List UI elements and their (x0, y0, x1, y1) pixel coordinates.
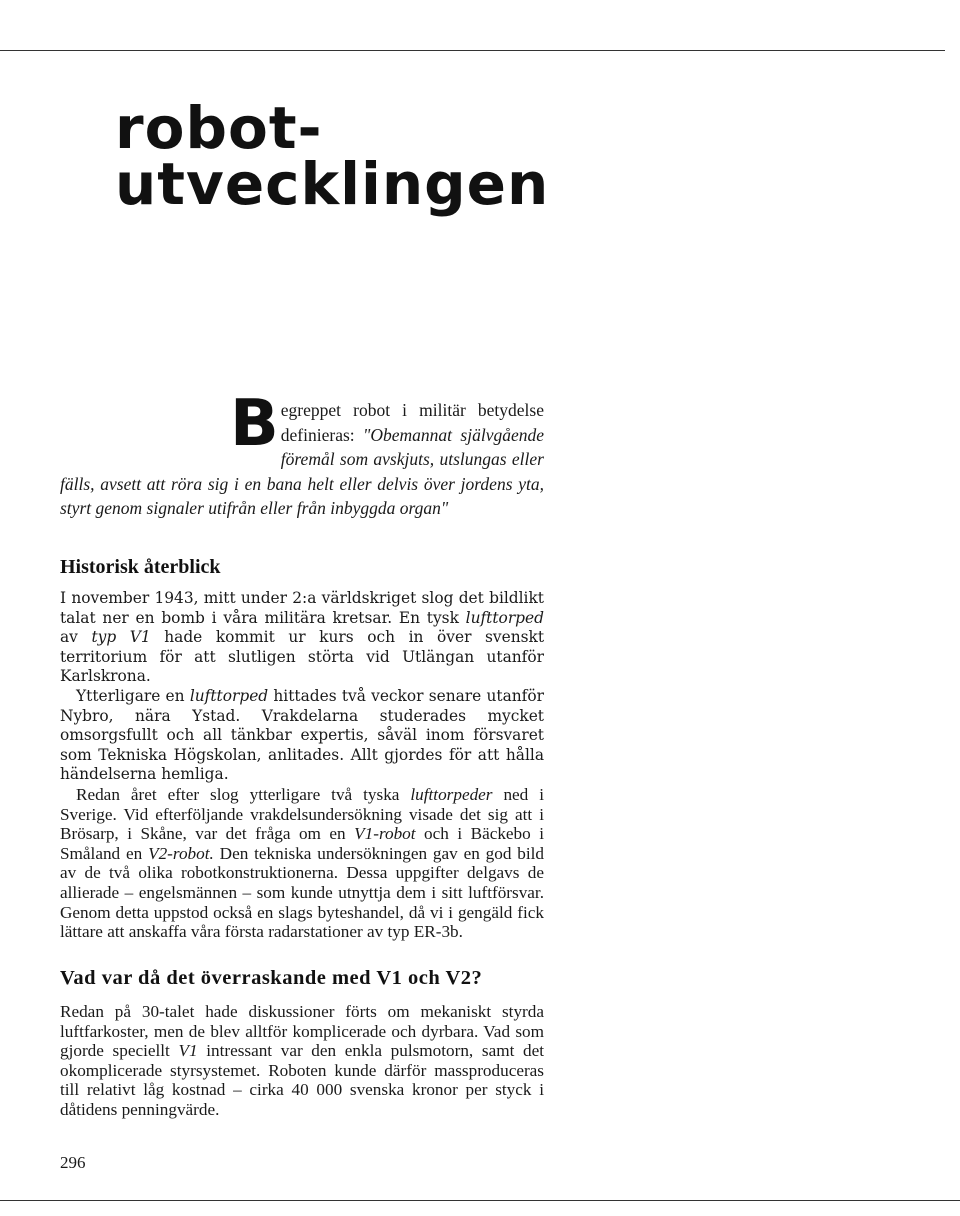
top-rule (0, 50, 945, 51)
emphasis: lufttorpeder (410, 784, 493, 804)
section-heading: Vad var då det överraskande med V1 och V2? (60, 967, 483, 989)
text-run: ned i Sverige. Vid efterföljande vrakdelsundersökning visade det sig att i Brösarp, i Skåne, var det fråga om en (60, 784, 544, 844)
emphasis: V1-robot (354, 824, 416, 844)
emphasis: typ V1 (91, 628, 151, 647)
emphasis: V2-robot. (148, 843, 214, 863)
title-line-1: robot- (115, 94, 323, 162)
text-run: Redan året efter slog ytterligare två tyska (76, 784, 411, 804)
text-run: Den tekniska undersökningen gav en god bild av de två olika robotkonstruktionerna. Dessa uppgifter delgavs de allierade – engelsmännen – som kunde utnyttja dem i sitt luftförsvar. Genom detta uppstod också en slags byteshandel, då vi i gengäld fick lättare att anskaffa våra första radarstationer av typ ER-3b. (60, 843, 545, 942)
text-run: Vrakdelarna studerades mycket omsorgsfullt och all tänkbar expertis, såväl inom försvaret som Tekniska Högskolan, anlitades. Allt gjordes för att hålla händelserna hemliga. (60, 706, 544, 784)
body-paragraph (60, 687, 544, 785)
text-run: intressant var den enkla pulsmotorn, samt det okomplicerade styrsystemet. Roboten kunde därför massproduceras till relativt låg kostnad – cirka 40 000 svenska kronor per styck i dåtidens penningvärde. (60, 1041, 544, 1119)
intro-quote: "Obemannat självgående föremål som avskjuts, utslungas eller fälls, avsett att röra sig i en bana helt eller delvis över jordens yta, styrt genom signaler utifrån eller från inbyggda organ" (60, 424, 545, 518)
text-run: och i Bäckebo i Småland en (60, 824, 545, 863)
section-historisk-aterblick (60, 553, 544, 942)
body-paragraph (60, 1002, 544, 1120)
text-run: Redan på 30-talet hade diskussioner förts om mekaniskt styrda luftfarkoster, men de blev alltför komplicerade och dyrbara. Vad som gjorde speciellt (60, 1002, 544, 1061)
intro-text: egreppet robot i militär betydelse definieras: (280, 400, 544, 445)
section-overraskande (60, 964, 544, 1120)
body-paragraph (60, 785, 544, 942)
drop-cap: B (230, 387, 279, 461)
text-run: Ytterligare en (76, 686, 190, 705)
body-paragraph (60, 589, 544, 687)
page-number: 296 (60, 1153, 86, 1172)
title-line-2: utvecklingen (115, 150, 550, 218)
intro-paragraph (60, 387, 545, 521)
text-run: hittades två veckor senare utanför Nybro, nära Ystad. (60, 686, 544, 725)
text-run: hade kommit ur kurs och in över svenskt territorium för att slutligen störta vid Utlängan utanför Karlskrona. (60, 628, 545, 686)
text-run: av (60, 628, 92, 647)
text-run: I november 1943, mitt under 2:a världskriget slog det bildlikt talat ner en bomb i våra militära kretsar. En tysk (60, 589, 544, 627)
emphasis: lufttorped (189, 686, 269, 705)
emphasis: V1 (178, 1041, 198, 1061)
page-title (115, 94, 550, 218)
bottom-rule (0, 1200, 960, 1201)
emphasis: lufttorped (465, 608, 544, 627)
section-heading: Historisk återblick (60, 556, 221, 578)
